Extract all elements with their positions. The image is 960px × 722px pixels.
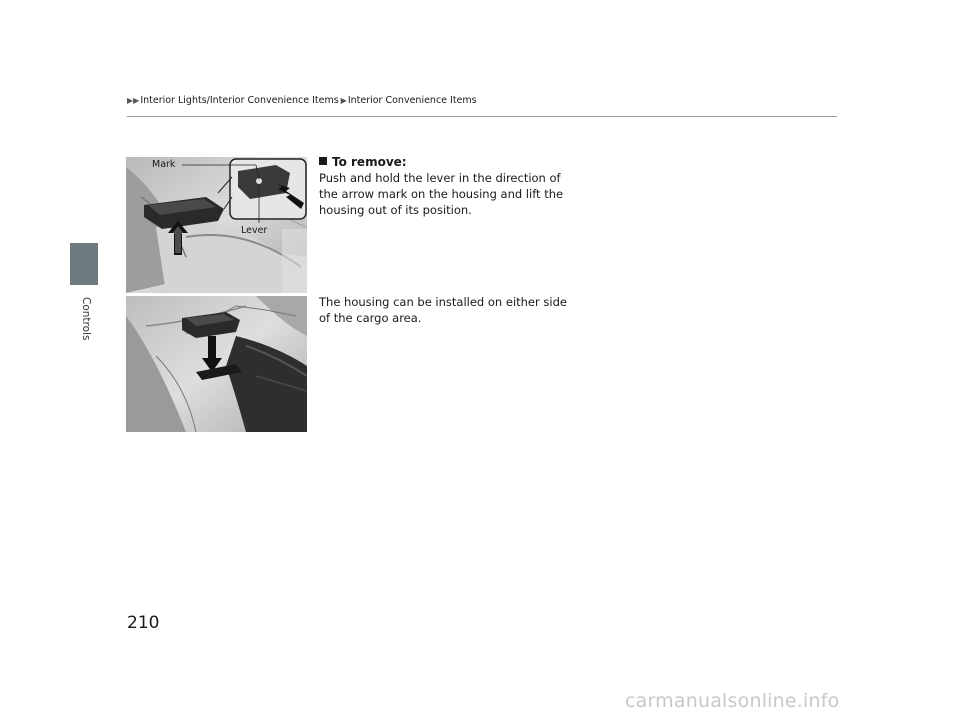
figure-remove-housing [126, 157, 307, 293]
figure-install-housing [126, 296, 307, 432]
watermark: carmanualsonline.info [625, 690, 840, 712]
breadcrumb-part1: Interior Lights/Interior Convenience Items [140, 95, 339, 106]
breadcrumb-part2: Interior Convenience Items [347, 95, 477, 106]
breadcrumb-arrow-icon: ▶▶ [127, 96, 140, 105]
page-number: 210 [127, 613, 160, 633]
remove-housing-illustration [126, 157, 307, 293]
breadcrumb [127, 95, 477, 106]
instruction-paragraph-install: The housing can be installed on either side of the cargo area. [319, 295, 567, 325]
section-tab-label: Controls [80, 297, 92, 341]
instruction-paragraph-remove: Push and hold the lever in the direction of the arrow mark on the housing and lift the housing out of its position. [319, 171, 564, 217]
figure-label-lever: Lever [241, 225, 268, 236]
square-bullet-icon [319, 157, 327, 165]
header-rule [127, 116, 837, 117]
section-heading: To remove: [319, 155, 407, 169]
section-tab [70, 243, 98, 285]
figure-label-mark: Mark [152, 159, 176, 170]
breadcrumb-arrow-icon: ▶ [340, 96, 347, 105]
install-housing-illustration [126, 296, 307, 432]
